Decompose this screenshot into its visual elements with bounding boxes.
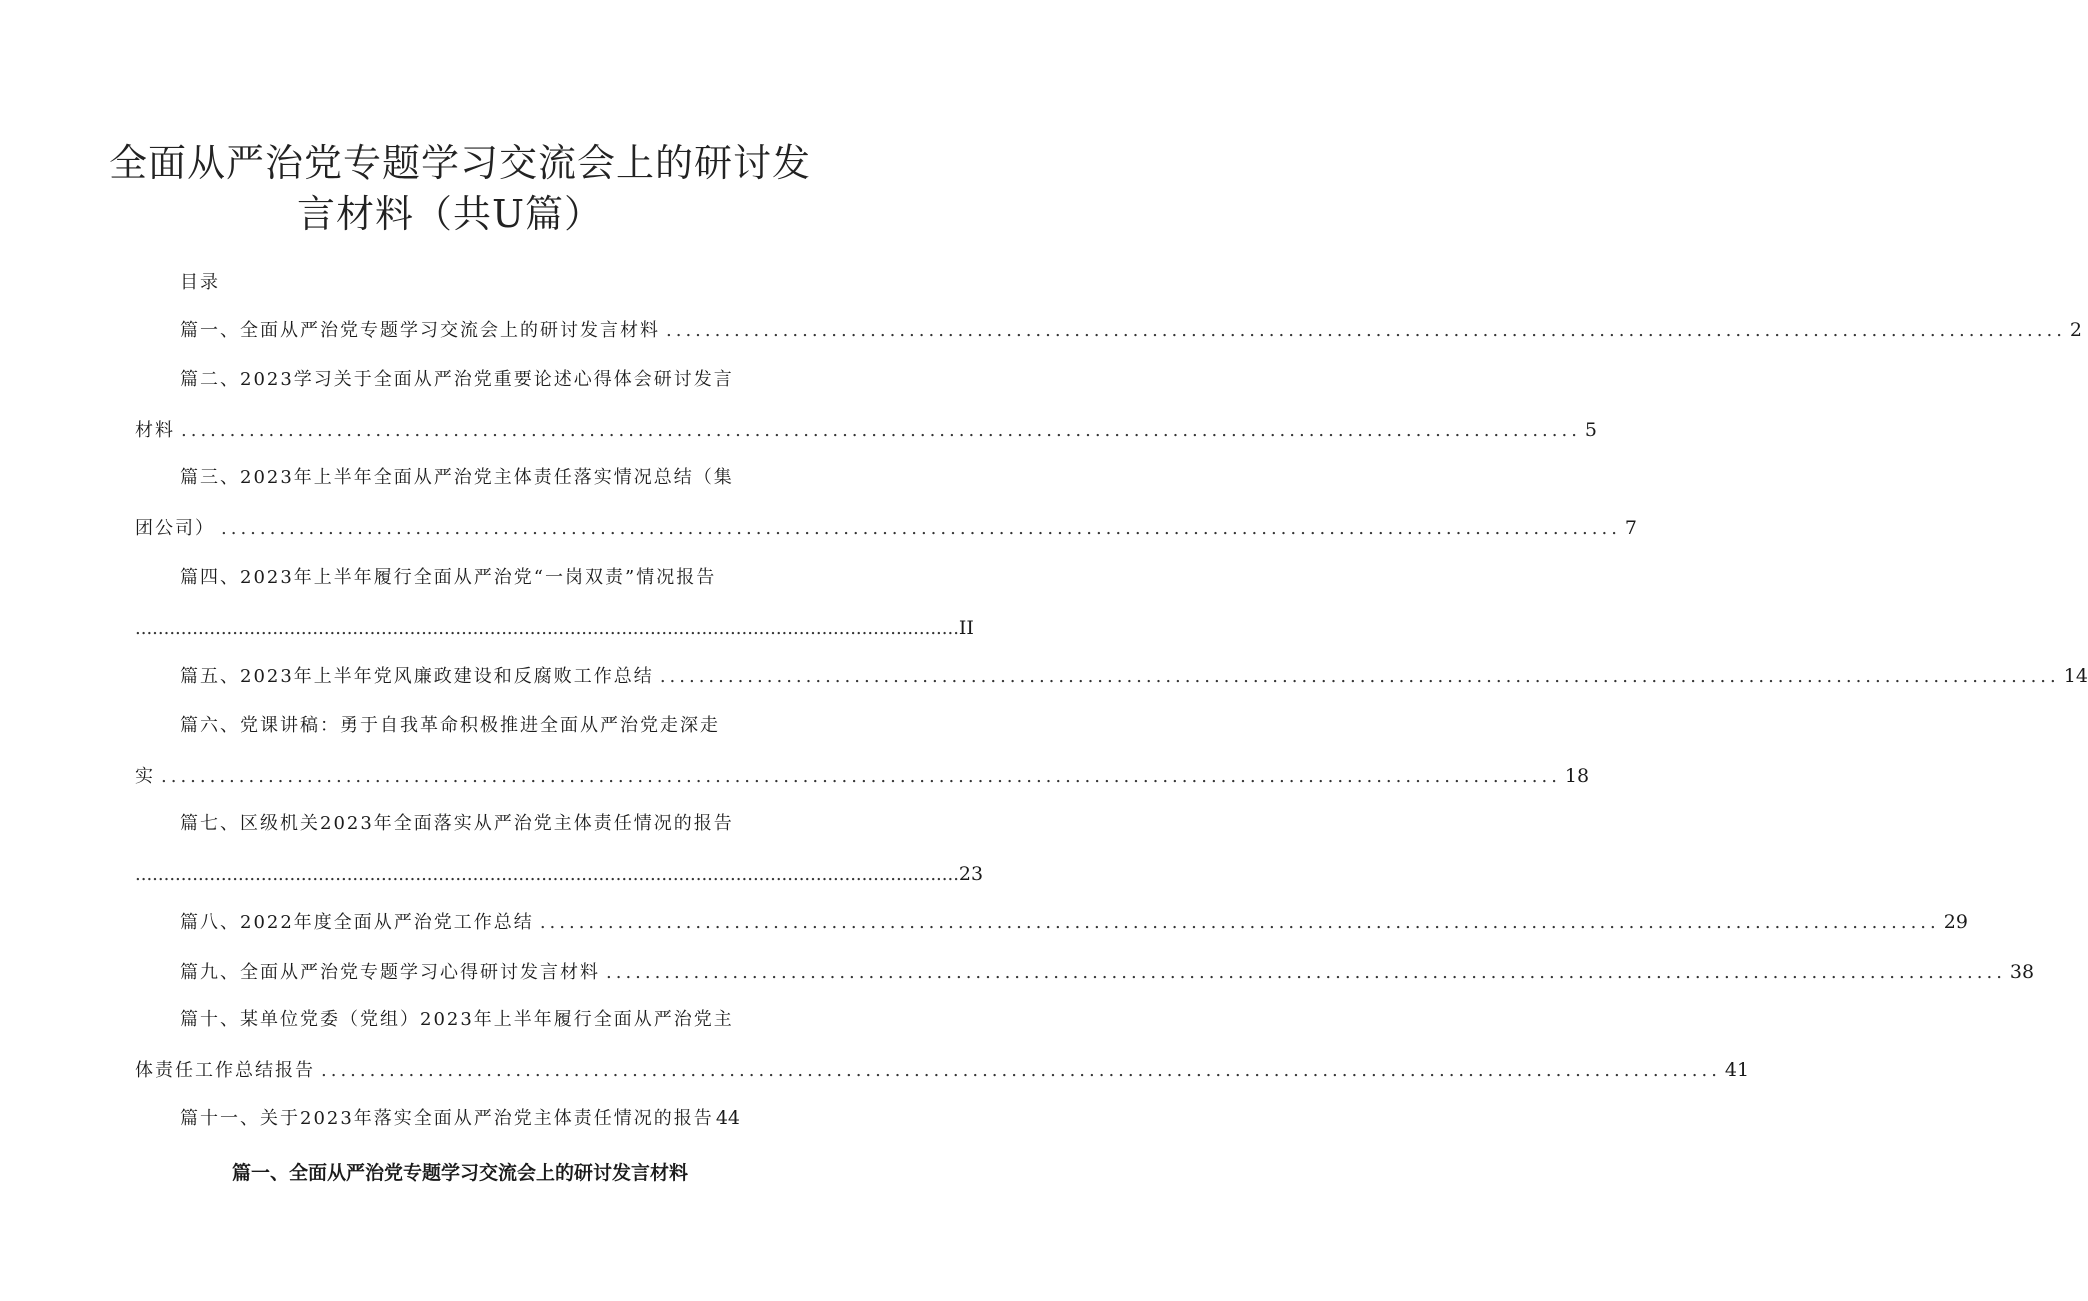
toc-entry-3-line-1[interactable]: 篇三、2023年上半年全面从严治党主体责任落实情况总结（集	[180, 467, 734, 488]
toc-entry-8[interactable]	[180, 910, 1968, 935]
toc-page-number: 29	[1943, 911, 1968, 933]
toc-leader-dots: ................................................................................................................................................	[659, 666, 2060, 687]
toc-entry-title: 体责任工作总结报告	[135, 1060, 315, 1081]
toc-entry-6[interactable]	[135, 764, 1590, 789]
toc-page-number: 38	[2009, 961, 2035, 983]
toc-entry-4[interactable]	[135, 616, 974, 641]
toc-entry-title: 实	[135, 766, 155, 787]
toc-page-number: 14	[2063, 665, 2088, 687]
toc-entry-title: 篇一、全面从严治党专题学习交流会上的研讨发言材料	[180, 320, 660, 341]
toc-entry-title: 篇十一、关于2023年落实全面从严治党主体责任情况的报告	[180, 1108, 714, 1129]
toc-page-number: 7	[1624, 517, 1638, 539]
toc-leader-dots: ................................................................................................................................................	[161, 766, 1561, 787]
toc-entry-6-line-1[interactable]: 篇六、党课讲稿：勇于自我革命积极推进全面从严治党走深走	[180, 715, 720, 736]
toc-label: 目录	[180, 272, 220, 293]
toc-leader-dots: ................................................................................................................................................	[321, 1060, 1721, 1081]
toc-entry-7[interactable]	[135, 862, 984, 887]
toc-page-number: 2	[2069, 319, 2083, 341]
toc-entry-1[interactable]	[180, 318, 2083, 343]
toc-page-number: 5	[1584, 419, 1598, 441]
toc-entry-2[interactable]	[135, 418, 1598, 443]
toc-leader-dots: ................................................................................................................................................	[539, 912, 1940, 933]
document-title-line-1: 全面从严治党专题学习交流会上的研讨发	[108, 141, 811, 185]
toc-page-number: 18	[1564, 765, 1590, 787]
toc-page-number: II	[958, 617, 974, 639]
toc-entry-title: 篇八、2022年度全面从严治党工作总结	[180, 912, 534, 933]
document-title-line-2: 言材料（共U篇）	[296, 192, 604, 236]
toc-entry-7-line-1[interactable]: 篇七、区级机关2023年全面落实从严治党主体责任情况的报告	[180, 813, 734, 834]
toc-leader-dots: ................................................................................................................................................	[221, 518, 1621, 539]
toc-entry-4-line-1[interactable]: 篇四、2023年上半年履行全面从严治党“一岗双责”情况报告	[180, 567, 717, 588]
section-heading: 篇一、全面从严治党专题学习交流会上的研讨发言材料	[231, 1162, 688, 1184]
toc-page-number: 23	[958, 863, 984, 885]
toc-page-number: 41	[1724, 1059, 1750, 1081]
toc-page-number: 44	[715, 1107, 740, 1129]
toc-entry-2-line-1[interactable]: 篇二、2023学习关于全面从严治党重要论述心得体会研讨发言	[180, 369, 734, 390]
toc-entry-10-line-1[interactable]: 篇十、某单位党委（党组）2023年上半年履行全面从严治党主	[180, 1009, 734, 1030]
toc-entry-title: 材料	[135, 420, 175, 441]
toc-leader-dots: ................................................................................................................................................	[606, 962, 2006, 983]
toc-entry-11[interactable]	[180, 1106, 740, 1131]
toc-entry-9[interactable]	[180, 960, 2035, 985]
toc-entry-title: 篇五、2023年上半年党风廉政建设和反腐败工作总结	[180, 666, 654, 687]
toc-entry-10[interactable]	[135, 1058, 1750, 1083]
toc-leader-dots: ................................................................................................................................................	[666, 320, 2066, 341]
toc-entry-5[interactable]	[180, 664, 2088, 689]
toc-leader-dots: ................................................................................................................................................	[135, 618, 959, 639]
toc-entry-3[interactable]	[135, 516, 1638, 541]
toc-leader-dots: ................................................................................................................................................	[135, 864, 959, 885]
toc-entry-title: 篇九、全面从严治党专题学习心得研讨发言材料	[180, 962, 600, 983]
toc-entry-title: 团公司）	[135, 518, 215, 539]
toc-leader-dots: ................................................................................................................................................	[181, 420, 1581, 441]
